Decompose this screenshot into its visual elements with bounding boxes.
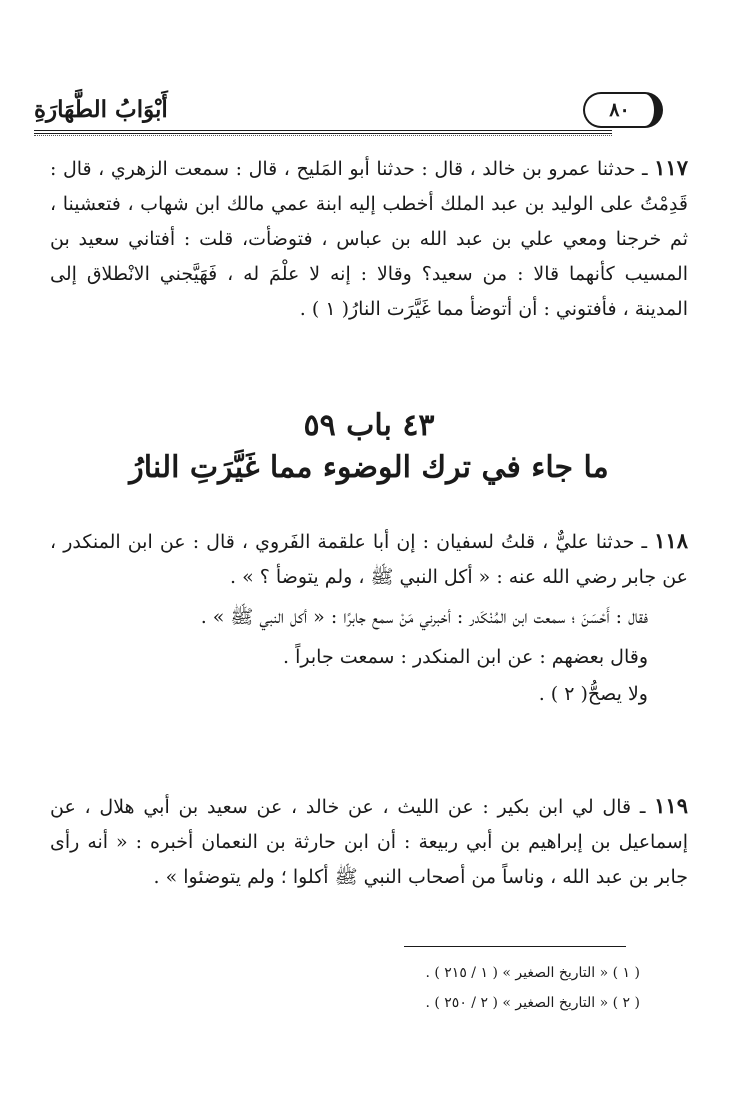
hadith-119 bbox=[50, 788, 688, 895]
hadith-number: ١١٩ bbox=[654, 793, 688, 818]
hadith-118-paragraph-4: ولا يصحُّ( ٢ ) . bbox=[538, 683, 648, 705]
hadith-119-paragraph bbox=[50, 788, 688, 895]
header-dotted-rule bbox=[34, 135, 612, 136]
hadith-117 bbox=[50, 150, 688, 327]
header-rule bbox=[34, 130, 612, 134]
footnote-2: ( ٢ ) « التاريخ الصغير » ( ٢ / ٢٥٠ ) . bbox=[425, 995, 640, 1011]
running-title: أَبْوَابُ الطَّهَارَةِ bbox=[34, 96, 168, 123]
page-header bbox=[20, 92, 720, 136]
chapter-number: ٤٣ باب ٥٩ bbox=[303, 408, 435, 443]
hadith-number: ١١٨ bbox=[654, 528, 688, 553]
hadith-text: ـ حدثنا عمرو بن خالد ، قال : حدثنا أبو المَليح ، قال : سمعت الزهري ، قال : قَدِمْتُ على الوليد بن عبد الملك أخطب إليه ابنة عمي مالك ابن شهاب ، فتعشينا ، ثم خرجنا ومعي علي بن عبد الله بن عباس ، فتوضأت، قلت : أفتاني سعيد بن المسيب كأنهما قالا : من سعيد؟ وقالا : إنه لا علْمَ له ، فَهَيَّجني الانْطلاق إلى المدينة ، فأفتوني : أن أتوضأ مما غَيَّرَت النارُ( ١ ) . bbox=[50, 158, 688, 320]
hadith-118 bbox=[50, 523, 688, 712]
hadith-text: ـ قال لي ابن بكير : عن الليث ، عن خالد ، عن سعيد بن أبي هلال ، عن إسماعيل بن إبراهيم بن أبي ربيعة : أن ابن حارثة بن النعمان أخبره : « أنه رأى جابر بن عبد الله ، وناساً من أصحاب النبي ﷺ أكلوا ؛ ولم يتوضئوا » . bbox=[50, 796, 688, 888]
footnote-separator bbox=[404, 946, 626, 947]
footnotes bbox=[50, 958, 640, 1018]
hadith-number: ١١٧ bbox=[654, 155, 688, 180]
hadith-118-paragraph-3: وقال بعضهم : عن ابن المنكدر : سمعت جابراً . bbox=[283, 646, 648, 668]
chapter-title: ما جاء في ترك الوضوء مما غَيَّرَتِ النارُ bbox=[129, 450, 609, 485]
page-number-badge: ٨٠ bbox=[583, 92, 663, 128]
footnote-1: ( ١ ) « التاريخ الصغير » ( ١ / ٢١٥ ) . bbox=[425, 965, 640, 981]
hadith-118-paragraph-2: فقال : أَحْسَنَ ؛ سمعت ابن المُنْكَدر : أخبرني مَنْ سمع جابرًا : « أكل النبي ﷺ » . bbox=[200, 606, 648, 628]
hadith-117-paragraph bbox=[50, 150, 688, 327]
hadith-118-paragraph bbox=[50, 523, 688, 595]
hadith-text: ـ حدثنا عليٌّ ، قلتُ لسفيان : إن أبا علقمة الفَروي ، قال : عن ابن المنكدر ، عن جابر رضي الله عنه : « أكل النبي ﷺ ، ولم يتوضأ ؟ » . bbox=[50, 531, 688, 588]
